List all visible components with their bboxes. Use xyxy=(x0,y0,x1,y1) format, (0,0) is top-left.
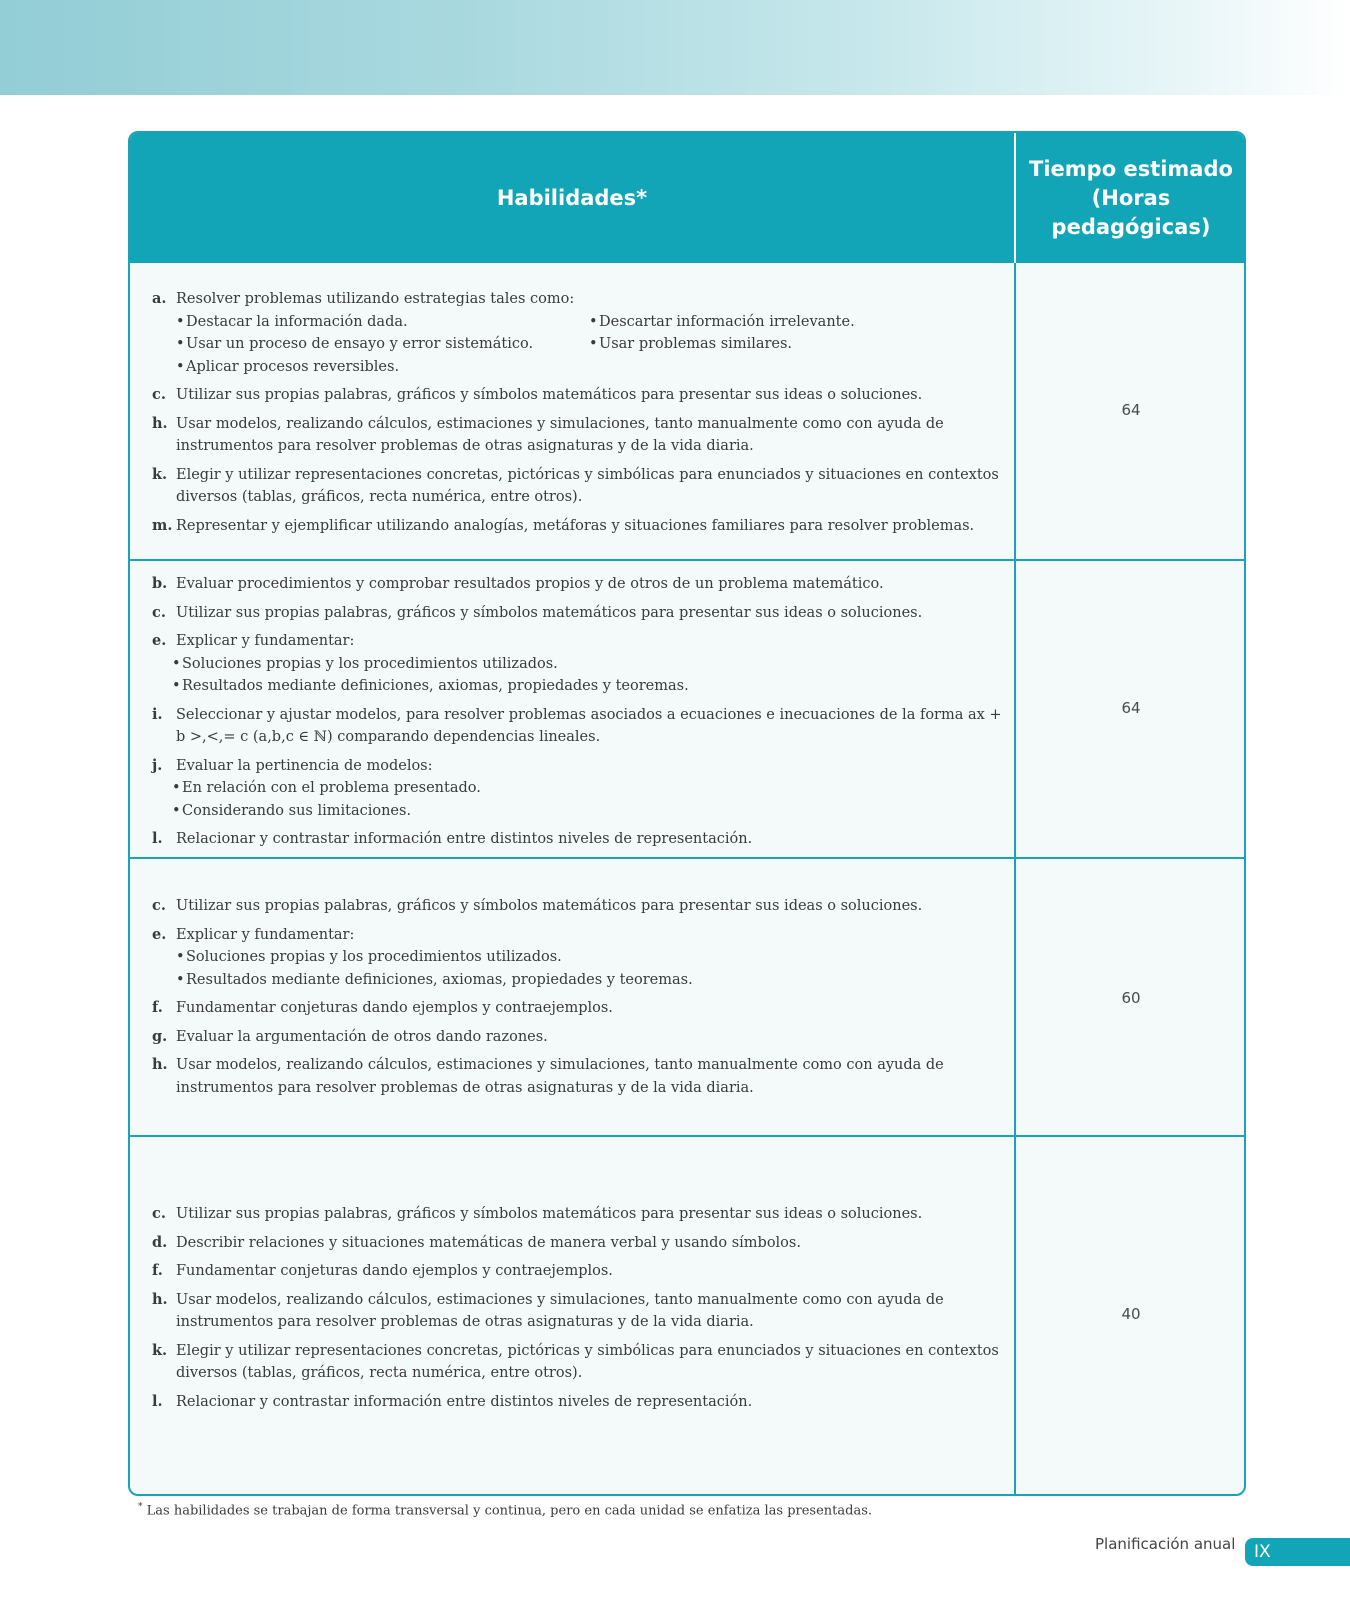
skill-text: Explicar y fundamentar: xyxy=(176,926,355,943)
skill-text: Representar y ejemplificar utilizando analogías, metáforas y situaciones familiares para resolver problemas. xyxy=(176,517,975,534)
skill-letter: j. xyxy=(152,756,163,774)
skill-text: Utilizar sus propias palabras, gráficos y símbolos matemáticos para presentar sus ideas o soluciones. xyxy=(176,387,923,403)
bullet-item: • Aplicar procesos reversibles. xyxy=(176,356,589,379)
skill-item xyxy=(152,755,1002,823)
skill-text: Utilizar sus propias palabras, gráficos y símbolos matemáticos para presentar sus ideas o soluciones. xyxy=(176,1206,923,1222)
bullet-list xyxy=(176,946,1002,991)
bullet-list xyxy=(172,777,1002,822)
skill-letter: m. xyxy=(152,516,173,534)
time-cell: 40 xyxy=(1121,1305,1141,1323)
skill-item xyxy=(152,1026,1002,1049)
bullet-item: • Resultados mediante definiciones, axiomas, propiedades y teoremas. xyxy=(176,969,1002,992)
skill-item xyxy=(152,413,1002,458)
header-time-line-3: pedagógicas) xyxy=(1051,214,1211,239)
skill-letter: k. xyxy=(152,465,168,483)
bullet-item: • Soluciones propias y los procedimientos utilizados. xyxy=(176,946,1002,969)
skill-item xyxy=(152,1260,1002,1283)
skill-item xyxy=(152,602,1002,625)
page-number: IX xyxy=(1254,1542,1271,1562)
skill-text: Relacionar y contrastar información entre distintos niveles de representación. xyxy=(176,831,753,847)
bullet-item: • Usar problemas similares. xyxy=(589,333,1002,356)
bullet-list xyxy=(172,653,1002,698)
header-time-line-2: (Horas xyxy=(1091,185,1171,210)
time-cell: 64 xyxy=(1121,699,1141,717)
skill-letter: c. xyxy=(152,386,166,403)
skill-item xyxy=(152,573,1002,596)
skill-text: Usar modelos, realizando cálculos, estimaciones y simulaciones, tanto manualmente como con ayuda de instrumentos para resolver problemas de otras asignaturas y de la vida diaria. xyxy=(176,1291,944,1330)
skill-text: Usar modelos, realizando cálculos, estimaciones y simulaciones, tanto manualmente como con ayuda de instrumentos para resolver problemas de otras asignaturas y de la vida diaria. xyxy=(176,1057,944,1096)
skill-text: Usar modelos, realizando cálculos, estimaciones y simulaciones, tanto manualmente como con ayuda de instrumentos para resolver problemas de otras asignaturas y de la vida diaria. xyxy=(176,415,944,454)
skill-item xyxy=(152,1232,1002,1255)
skill-letter: g. xyxy=(152,1027,168,1045)
skill-text: Utilizar sus propias palabras, gráficos y símbolos matemáticos para presentar sus ideas o soluciones. xyxy=(176,898,923,914)
bullet-item: • Usar un proceso de ensayo y error sistemático. xyxy=(176,333,589,356)
skills-table xyxy=(128,131,1246,1496)
bullet-item: • Resultados mediante definiciones, axiomas, propiedades y teoremas. xyxy=(172,675,1002,698)
skill-letter: f. xyxy=(152,1262,163,1279)
header-time xyxy=(1016,133,1246,263)
skill-letter: c. xyxy=(152,1205,166,1222)
skill-letter: i. xyxy=(152,705,163,723)
skill-text: Evaluar procedimientos y comprobar resultados propios y de otros de un problema matemático. xyxy=(176,576,884,592)
table-row xyxy=(130,1137,1244,1496)
skill-item xyxy=(152,924,1002,992)
table-row xyxy=(130,263,1244,559)
bullet-item: • Descartar información irrelevante. xyxy=(589,311,1002,334)
skill-letter: k. xyxy=(152,1341,168,1359)
skill-item xyxy=(152,288,1002,378)
skill-text: Describir relaciones y situaciones matemáticas de manera verbal y usando símbolos. xyxy=(176,1234,801,1251)
skill-letter: h. xyxy=(152,1290,168,1308)
skill-text: Fundamentar conjeturas dando ejemplos y contraejemplos. xyxy=(176,1263,613,1279)
skill-item xyxy=(152,1391,1002,1414)
table-row xyxy=(130,859,1244,1135)
skill-item xyxy=(152,464,1002,509)
skill-letter: h. xyxy=(152,1056,168,1073)
time-cell: 60 xyxy=(1121,989,1141,1007)
footnote-marker: * xyxy=(138,1502,143,1512)
skill-text: Seleccionar y ajustar modelos, para resolver problemas asociados a ecuaciones e inecuaciones de la forma ax + b >,<,= c (a,b,c ∈ ℕ) comparando dependencias lineales. xyxy=(176,706,1002,745)
skill-item xyxy=(152,1054,1002,1099)
skill-item xyxy=(152,828,1002,851)
skill-item xyxy=(152,704,1002,749)
skill-text: Utilizar sus propias palabras, gráficos y símbolos matemáticos para presentar sus ideas o soluciones. xyxy=(176,604,923,621)
skills-cell xyxy=(152,895,1002,1105)
skill-letter: f. xyxy=(152,999,163,1016)
top-decorative-band xyxy=(0,0,1350,95)
skill-letter: l. xyxy=(152,830,163,847)
table-row xyxy=(130,561,1244,857)
bullet-list xyxy=(589,311,1002,379)
skill-text: Relacionar y contrastar información entre distintos niveles de representación. xyxy=(176,1393,753,1410)
skill-item xyxy=(152,1203,1002,1226)
footer-section-label: Planificación anual xyxy=(1095,1535,1236,1553)
skill-letter: d. xyxy=(152,1233,168,1251)
header-skills: Habilidades* xyxy=(496,186,648,210)
skill-text: Evaluar la argumentación de otros dando razones. xyxy=(176,1028,548,1045)
skill-item xyxy=(152,895,1002,918)
footnote-text: Las habilidades se trabajan de forma transversal y continua, pero en cada unidad se enfatiza las presentadas. xyxy=(146,1503,873,1519)
skill-letter: b. xyxy=(152,575,168,592)
bullet-columns xyxy=(176,311,1002,379)
bullet-item: • Soluciones propias y los procedimientos utilizados. xyxy=(172,653,1002,676)
skill-text: Evaluar la pertinencia de modelos: xyxy=(176,757,433,774)
skill-letter: e. xyxy=(152,925,167,943)
skill-text: Resolver problemas utilizando estrategias tales como: xyxy=(176,291,575,307)
skill-text: Elegir y utilizar representaciones concretas, pictóricas y simbólicas para enunciados y situaciones en contextos diversos (tablas, gráficos, recta numérica, entre otros). xyxy=(176,466,999,505)
footnote xyxy=(138,1502,872,1518)
skill-item xyxy=(152,1289,1002,1334)
bullet-item: • Considerando sus limitaciones. xyxy=(172,800,1002,823)
time-cell: 64 xyxy=(1121,401,1141,419)
skill-letter: h. xyxy=(152,414,168,432)
skill-item xyxy=(152,384,1002,407)
skill-letter: c. xyxy=(152,603,166,621)
skill-item xyxy=(152,997,1002,1020)
skills-cell xyxy=(152,288,1002,543)
skill-item xyxy=(152,1340,1002,1385)
skill-text: Fundamentar conjeturas dando ejemplos y contraejemplos. xyxy=(176,1000,613,1016)
bullet-item: • Destacar la información dada. xyxy=(176,311,589,334)
skill-letter: l. xyxy=(152,1392,163,1410)
skill-item xyxy=(152,515,1002,538)
skills-cell xyxy=(152,573,1002,857)
skills-cell xyxy=(152,1203,1002,1419)
skill-text: Explicar y fundamentar: xyxy=(176,633,355,649)
skill-letter: a. xyxy=(152,290,167,307)
header-time-line-1: Tiempo estimado xyxy=(1029,156,1233,181)
skill-text: Elegir y utilizar representaciones concretas, pictóricas y simbólicas para enunciados y situaciones en contextos diversos (tablas, gráficos, recta numérica, entre otros). xyxy=(176,1342,999,1381)
skill-item xyxy=(152,630,1002,698)
table-header xyxy=(130,133,1244,263)
bullet-list xyxy=(176,311,589,379)
skill-letter: c. xyxy=(152,897,166,914)
skill-letter: e. xyxy=(152,632,167,649)
bullet-item: • En relación con el problema presentado. xyxy=(172,777,1002,800)
